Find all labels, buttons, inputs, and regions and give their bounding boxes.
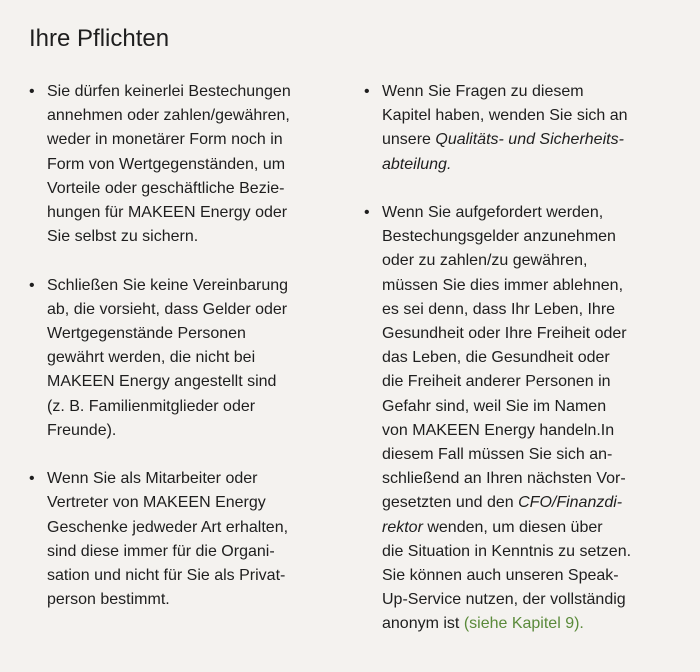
text-line: Geschenke jedweder Art erhalten, [47,518,289,536]
text-line: Gesundheit oder Ihre Freiheit oder [382,325,627,343]
department-reference: Qualitäts- und Sicherheits- [435,131,624,149]
text-line: Wenn Sie Fragen zu diesem [382,83,584,100]
text-line: Wenn Sie aufgefordert werden, [382,204,604,221]
department-reference: abteilung. [382,155,452,173]
list-item [364,201,680,637]
text-line: Freunde). [47,421,117,439]
text-line: Sie können auch unseren Speak- [382,567,619,585]
text-line: ab, die vorsieht, dass Gelder oder [47,300,288,318]
bullet-icon: • [29,276,35,294]
text-line: Schließen Sie keine Vereinbarung [47,276,289,294]
text-line: von MAKEEN Energy handeln.In [382,421,615,439]
text-line: person bestimmt. [47,591,170,609]
text-line: annehmen oder zahlen/gewähren, [47,107,290,125]
bullet-icon: • [29,470,35,488]
bullet-icon: • [364,204,370,221]
text-line: es sei denn, dass Ihr Leben, Ihre [382,300,616,318]
text-line: Kapitel haben, wenden Sie sich an [382,107,628,125]
bullet-icon: • [29,83,35,100]
list-item [29,274,347,443]
text-line: schließend an Ihren nächsten Vor- [382,470,626,488]
role-reference: CFO/Finanzdi- [518,494,623,512]
text-line: Vorteile oder geschäftliche Bezie- [47,179,285,197]
text-line: sind diese immer für die Organi- [47,542,275,560]
text-line: Form von Wertgegenständen, um [47,155,286,173]
text-line: Sie selbst zu sichern. [47,228,199,246]
text-line: hungen für MAKEEN Energy oder [47,204,288,222]
text-line: gewährt werden, die nicht bei [47,349,256,367]
list-item [29,80,347,249]
text-line: Wertgegenstände Personen [47,325,246,343]
duties-list-left [29,80,347,612]
text-line: das Leben, die Gesundheit oder [382,349,610,367]
text-line: Bestechungsgelder anzunehmen [382,228,616,246]
text-line: MAKEEN Energy angestellt sind [47,373,277,391]
text-line [382,491,680,515]
list-item [29,467,347,612]
text-line: Up-Service nutzen, der vollständig [382,591,626,609]
text-line: Wenn Sie als Mitarbeiter oder [47,470,258,488]
chapter-9-link[interactable]: (siehe Kapitel 9). [463,615,584,633]
text-line: Gefahr sind, weil Sie im Namen [382,397,607,415]
text-line: oder zu zahlen/zu gewähren, [382,252,588,270]
list-item [364,80,680,177]
duties-list-right [364,80,680,637]
text-line: sation und nicht für Sie als Privat- [47,567,286,585]
bullet-icon: • [364,83,370,100]
text-line: (z. B. Familienmitglieder oder [47,397,256,415]
role-reference: rektor [382,518,423,536]
text-run: anonym ist [382,615,464,633]
page-title: Ihre Pflichten [29,25,170,52]
text-line [382,612,680,636]
text-line: weder in monetärer Form noch in [47,131,283,149]
text-line: Sie dürfen keinerlei Bestechungen [47,83,291,100]
text-run: gesetzten und den [382,494,519,512]
text-line [382,516,680,540]
text-run: unsere [382,131,436,149]
text-line: die Situation in Kenntnis zu setzen. [382,542,632,560]
text-line: Vertreter von MAKEEN Energy [47,494,266,512]
text-line: diesem Fall müssen Sie sich an- [382,446,613,464]
text-line: die Freiheit anderer Personen in [382,373,611,391]
text-run: wenden, um diesen über [422,518,603,536]
text-line: müssen Sie dies immer ablehnen, [382,276,624,294]
text-line [382,128,680,152]
